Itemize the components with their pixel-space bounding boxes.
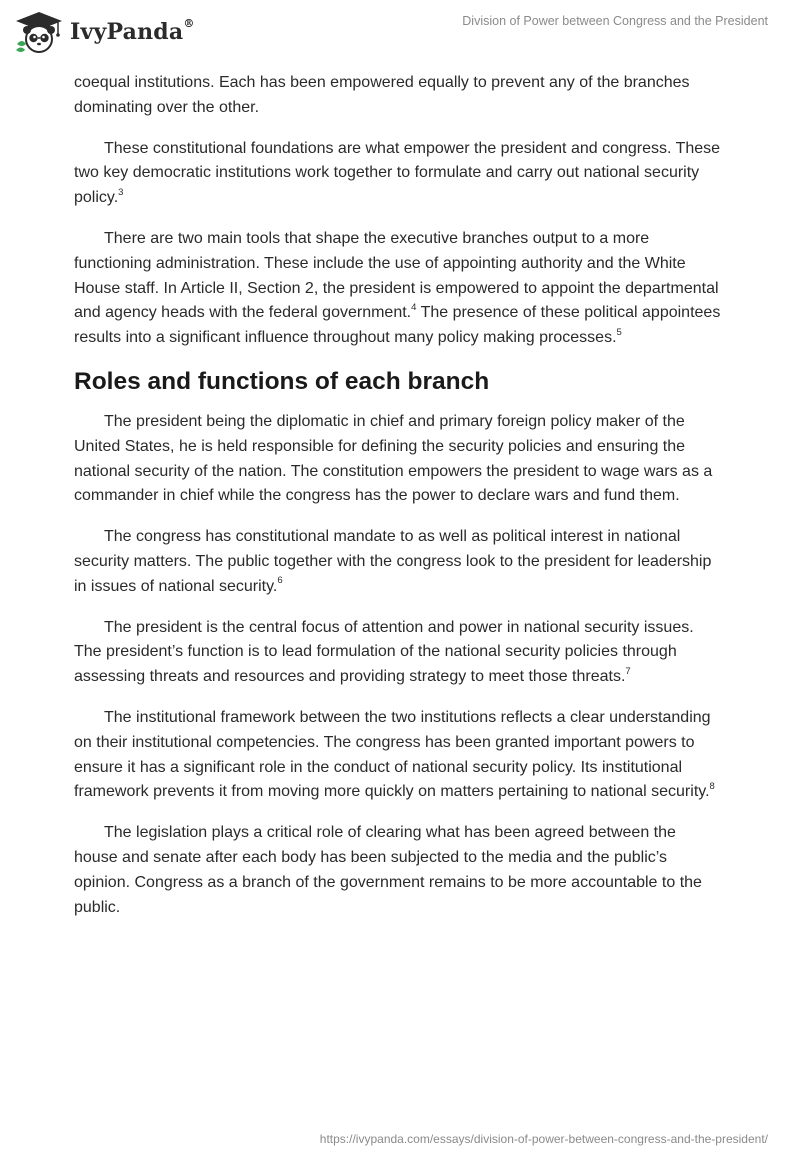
- paragraph: The institutional framework between the two institutions reflects a clear understanding on their institutional competencies. The congress has been granted important powers to ensure it has a significant role in the conduct of national security policy. Its institutional framework prevents it from moving more quickly on matters pertaining to national security.$^8$: [74, 708, 715, 801]
- paragraph: The legislation plays a critical role of clearing what has been agreed between the house and senate after each body has been subjected to the media and the public’s opinion. Congress as a branch of the government remains to be more accountable to the public.: [74, 824, 702, 916]
- paragraph: There are two main tools that shape the executive branches output to a more functioning administration. These include the use of appointing authority and the White House staff. In Article II, Section 2, the president is empowered to appoint the departmental and agency heads with the federal government.$^4$ The presence of these political appointees results into a significant influence throughout many policy making processes.$^5$: [74, 229, 721, 347]
- document-title: Division of Power between Congress and the President: [462, 14, 768, 28]
- brand-name: IvyPanda®: [70, 17, 195, 45]
- footnote-ref[interactable]: 7: [625, 665, 631, 677]
- paragraph: These constitutional foundations are what empower the president and congress. These two key democratic institutions work together to formulate and carry out national security policy.$^3$: [74, 139, 721, 207]
- section-heading: Roles and functions of each branch: [74, 367, 490, 395]
- brand-logo[interactable]: [14, 10, 195, 54]
- paragraph: The president being the diplomatic in chief and primary foreign policy maker of the United States, he is held responsible for defining the security policies and ensuring the national security of the nation. The constitution empowers the president to wage wars as a commander in chief while the congress has the power to declare wars and fund them.: [74, 412, 713, 505]
- footnote-ref[interactable]: 6: [277, 575, 283, 587]
- essay-body: [74, 71, 722, 936]
- paragraph: The congress has constitutional mandate to as well as political interest in national security matters. The public together with the congress look to the president for leadership in issues of national security.$^6$: [74, 528, 712, 595]
- page-header: [0, 0, 800, 70]
- registered-mark: ®: [183, 17, 195, 30]
- footnote-ref[interactable]: 4: [411, 302, 417, 314]
- footnote-ref[interactable]: 8: [709, 781, 715, 792]
- graduation-panda-icon: [14, 10, 64, 54]
- paragraph: coequal institutions. Each has been empowered equally to prevent any of the branches dominating over the other.: [74, 74, 690, 116]
- source-url[interactable]: https://ivypanda.com/essays/division-of-power-between-congress-and-the-president/: [319, 1132, 768, 1146]
- footnote-ref[interactable]: 3: [118, 186, 124, 198]
- paragraph: The president is the central focus of attention and power in national security issues. The president’s function is to lead formulation of the national security policies through assessing threats and resources and providing strategy to meet those threats.$^7$: [74, 618, 694, 686]
- footnote-ref[interactable]: 5: [616, 326, 622, 338]
